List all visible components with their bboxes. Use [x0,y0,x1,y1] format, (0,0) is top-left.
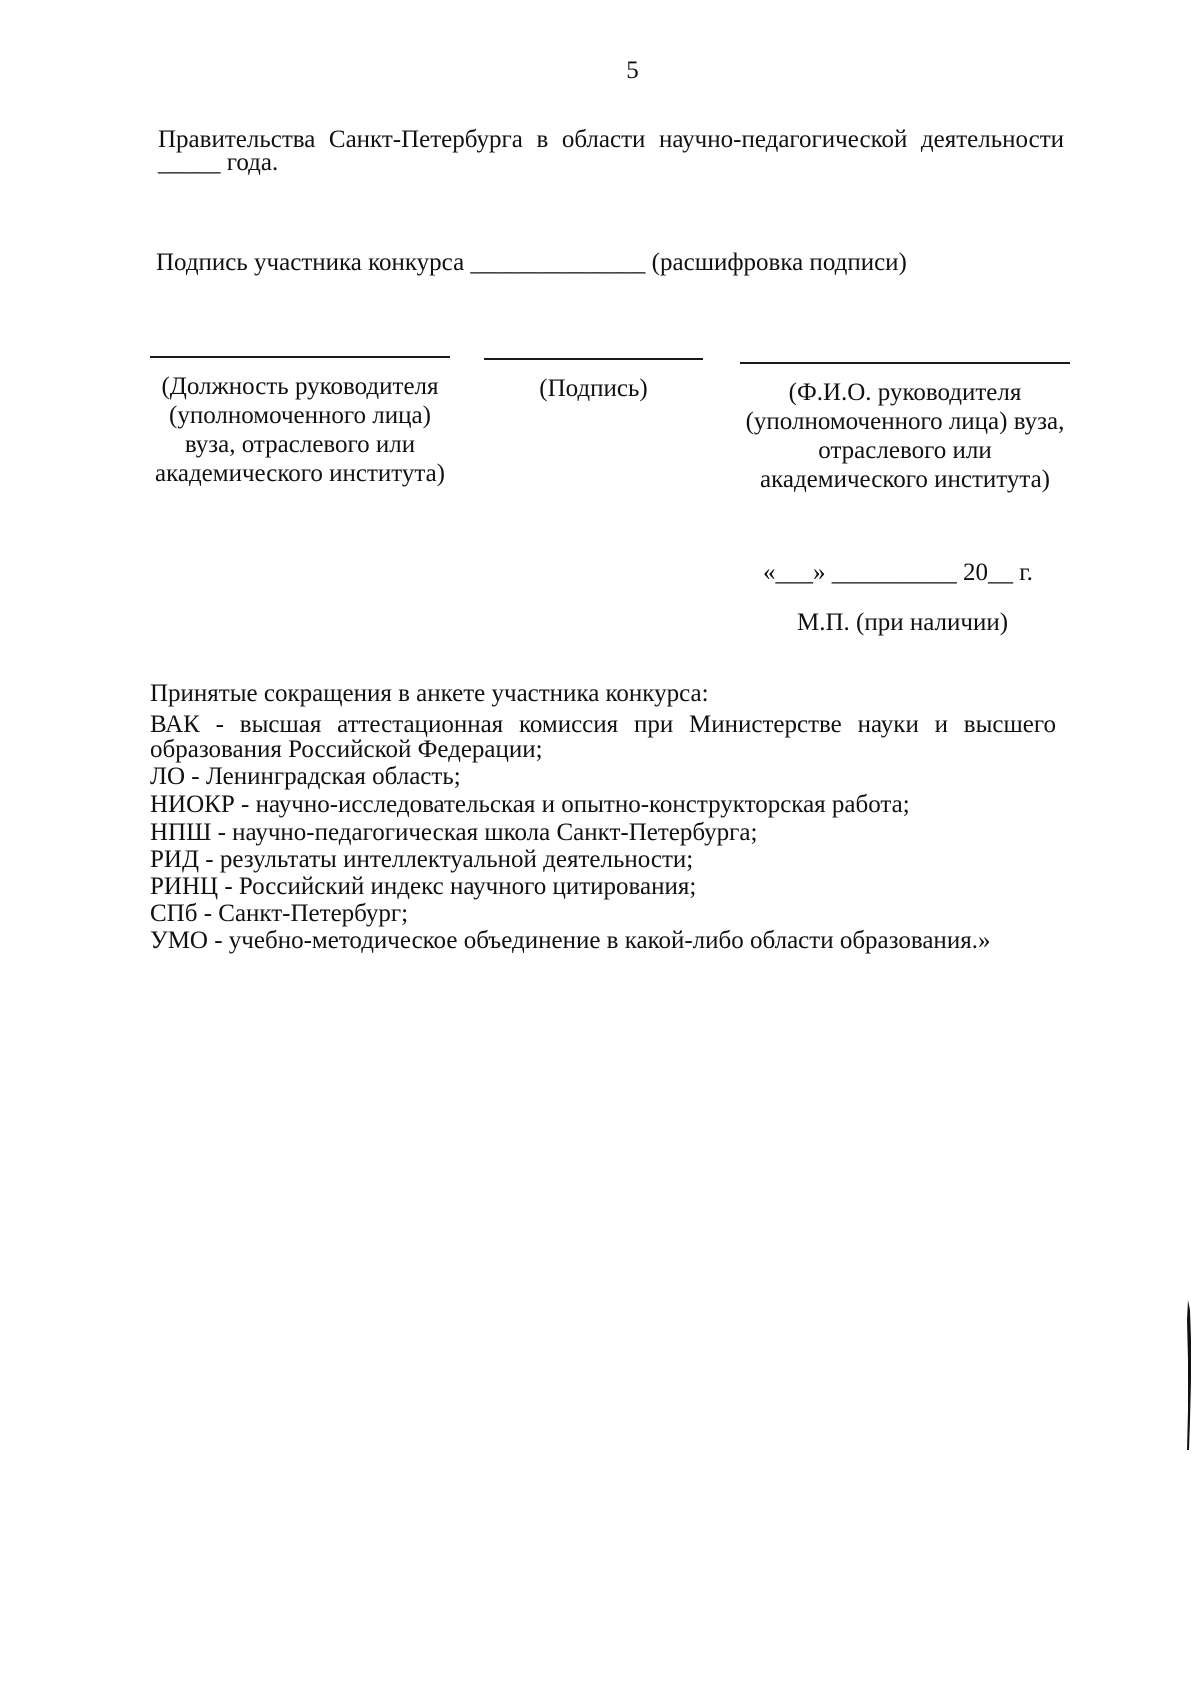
intro-year-text: года. [220,149,279,176]
intro-line-2 [158,148,278,177]
participant-signature-decoding: (расшифровка подписи) [651,249,907,276]
position-rule [150,356,450,358]
abbreviation-item: ЛО - Ленинградская область; [150,763,461,790]
abbreviation-item: РИД - результаты интеллектуальной деятельности; [150,846,694,873]
abbreviation-item: НИОКР - научно-исследовательская и опытно-конструкторская работа; [150,791,910,818]
date-line [763,558,1033,587]
abbreviation-item: образования Российской Федерации; [150,736,543,763]
name-caption-line: (Ф.И.О. руководителя [788,379,1022,406]
intro-year-blank: _____ [158,149,221,176]
abbreviation-item: СПб - Санкт-Петербург; [150,900,409,927]
date-year-suffix: г. [1013,559,1033,586]
abbreviations-heading: Принятые сокращения в анкете участника конкурса: [150,680,709,707]
position-caption-line: (уполномоченного лица) [169,402,431,429]
date-year-blank: __ [988,559,1013,586]
participant-signature-line [156,248,907,277]
intro-line-1: Правительства Санкт-Петербурга в области научно-педагогической деятельности [158,126,1064,153]
signature-rule [484,358,703,360]
abbreviation-item: НПШ - научно-педагогическая школа Санкт-Петербурга; [150,819,758,846]
date-close-quote: » [813,559,826,586]
date-open-quote: « [763,559,776,586]
name-caption-line: (уполномоченного лица) вуза, [745,408,1065,435]
abbreviation-item: УМО - учебно-методическое объединение в какой-либо области образования.» [150,927,991,954]
date-day-blank: ___ [775,559,813,586]
position-caption-line: академического института) [154,460,446,487]
scan-edge-mark [1187,1300,1192,1450]
date-year-prefix: 20 [963,559,988,586]
participant-signature-blank: ______________ [470,249,646,276]
name-caption-line: отраслевого или [818,437,992,464]
page-number [0,56,1200,85]
page-number-text: 5 [626,57,639,84]
name-caption-line: академического института) [759,466,1051,493]
signature-caption [484,374,703,403]
date-month-blank: __________ [831,559,957,586]
stamp-label: М.П. (при наличии) [797,609,1009,636]
abbreviation-item: РИНЦ - Российский индекс научного цитирования; [150,873,697,900]
position-caption-line: (Должность руководителя [161,373,439,400]
abbreviation-item: ВАК - высшая аттестационная комиссия при Министерстве науки и высшего [150,711,1056,738]
position-caption-line: вуза, отраслевого или [184,431,416,458]
position-caption [145,372,455,488]
name-caption [735,378,1075,494]
name-rule [740,362,1070,364]
participant-signature-label: Подпись участника конкурса [156,249,465,276]
signature-caption-text: (Подпись) [539,375,648,402]
